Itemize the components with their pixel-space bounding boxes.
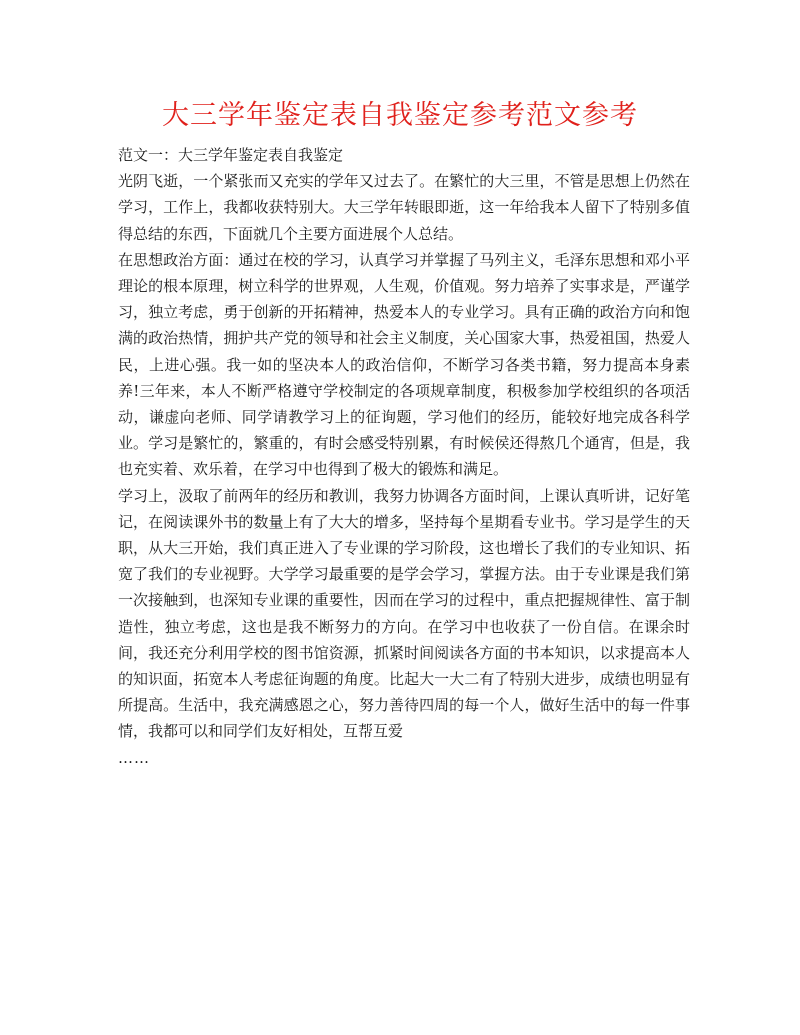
paragraph-intro: 光阴飞逝，一个紧张而又充实的学年又过去了。在繁忙的大三里，不管是思想上仍然在学习，工作上，我都收获特别大。大三学年转眼即逝，这一年给我本人留下了特别多值得总结的东西，下面就几个主要方面进展个人总结。	[118, 172, 690, 243]
paragraph-study: 学习上，汲取了前两年的经历和教训，我努力协调各方面时间，上课认真听讲，记好笔记，在阅读课外书的数量上有了大大的增多，坚持每个星期看专业书。学习是学生的天职，从大三开始，我们真正进入了专业课的学习阶段，这也增长了我们的专业知识、拓宽了我们的专业视野。大学学习最重要的是学会学习，掌握方法。由于专业课是我们第一次接触到，也深知专业课的重要性，因而在学习的过程中，重点把握规律性、富于制造性，独立考虑，这也是我不断努力的方向。在学习中也收获了一份自信。在课余时间，我还充分利用学校的图书馆资源，抓紧时间阅读各方面的书本知识，以求提高本人的知识面，拓宽本人考虑征询题的角度。比起大一大二有了特别大进步，成绩也明显有所提高。生活中，我充满感恩之心，努力善待四周的每一个人，做好生活中的每一件事情，我都可以和同学们友好相处，互帮互爱	[118, 486, 690, 741]
document-title: 大三学年鉴定表自我鉴定参考范文参考	[162, 100, 638, 131]
subheading: 范文一：大三学年鉴定表自我鉴定	[118, 146, 344, 164]
document-body	[118, 142, 690, 771]
paragraph-political: 在思想政治方面：通过在校的学习，认真学习并掌握了马列主义，毛泽东思想和邓小平理论的根本原理，树立科学的世界观，人生观，价值观。努力培养了实事求是，严谨学习，独立考虑，勇于创新的开拓精神，热爱本人的专业学习。具有正确的政治方向和饱满的政治热情，拥护共产党的领导和社会主义制度，关心国家大事，热爱祖国，热爱人民，上进心强。我一如的坚决本人的政治信仰，不断学习各类书籍，努力提高本身素养!三年来，本人不断严格遵守学校制定的各项规章制度，积极参加学校组织的各项活动，谦虚向老师、同学请教学习上的征询题，学习他们的经历，能较好地完成各科学业。学习是繁忙的，繁重的，有时会感受特别累，有时候侯还得熬几个通宵，但是，我也充实着、欢乐着，在学习中也得到了极大的锻炼和满足。	[118, 250, 690, 479]
continuation-ellipsis: ……	[118, 748, 150, 767]
